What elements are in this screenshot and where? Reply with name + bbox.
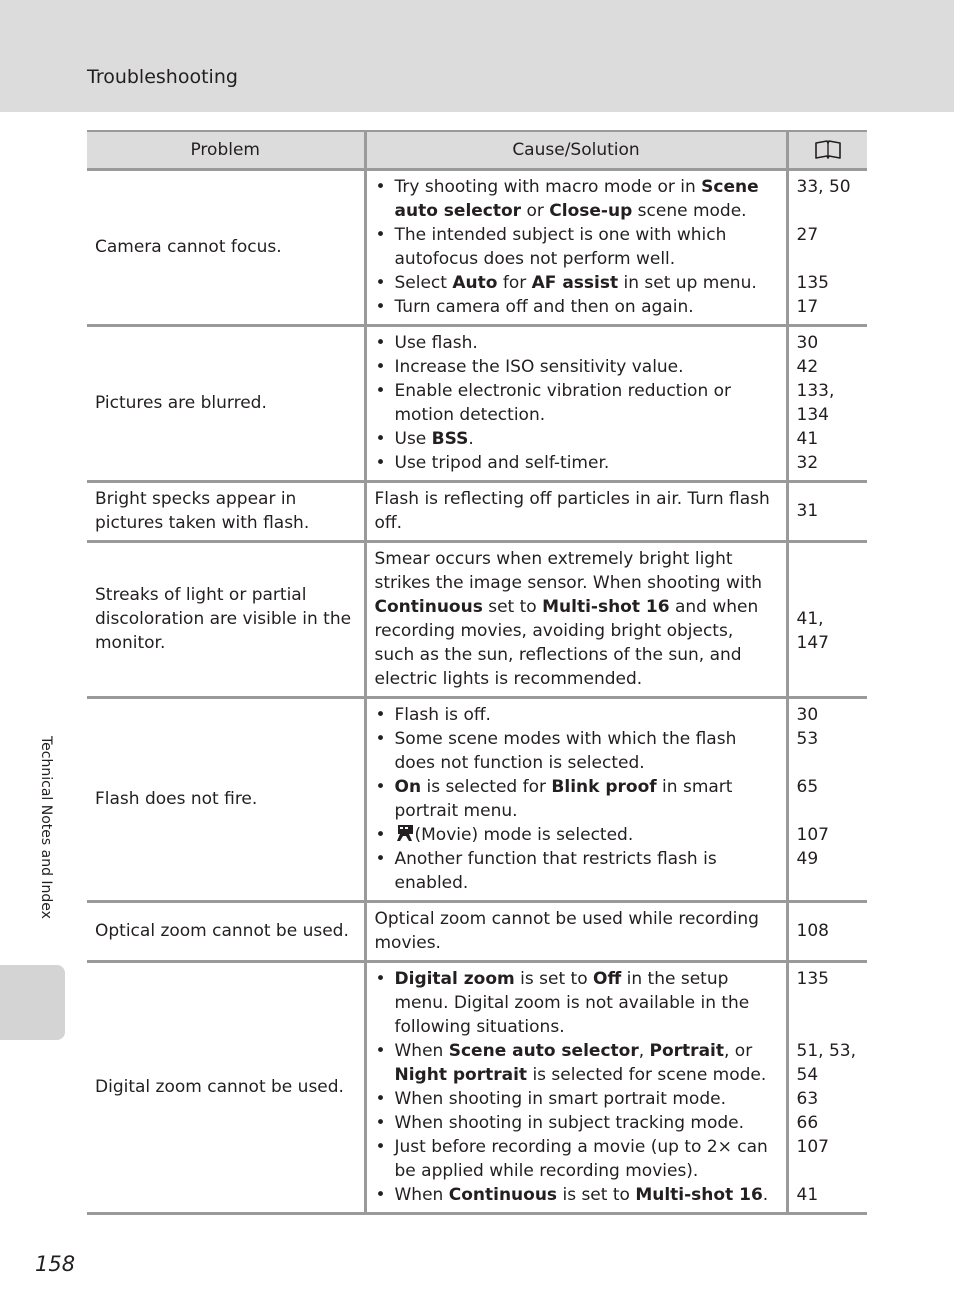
text-run: Use tripod and self-timer. (394, 453, 610, 473)
bold-term: Scene auto selector (394, 177, 759, 221)
page-reference: 17 (796, 297, 819, 317)
page-reference: 27 (796, 225, 819, 245)
list-item (375, 823, 778, 847)
list-item (375, 1039, 778, 1087)
solution-list (375, 967, 778, 1207)
text-run: Flash is off. (394, 705, 491, 725)
bold-term: Auto (452, 273, 498, 293)
page-reference: 54 (796, 1065, 819, 1085)
table-row (87, 170, 867, 326)
list-item (375, 331, 778, 355)
list-item (375, 847, 778, 895)
list-item (375, 271, 778, 295)
table-body (87, 170, 867, 1214)
page-reference: 53 (796, 729, 819, 749)
text-run: Turn camera off and then on again. (394, 297, 694, 317)
bold-term: Off (593, 969, 622, 989)
text-run: . (762, 1185, 769, 1205)
text-run: or (521, 201, 550, 221)
list-item (375, 355, 778, 379)
text-run: is selected for scene mode. (527, 1065, 767, 1085)
page-reference: 134 (796, 405, 829, 425)
solution-list (375, 175, 778, 319)
cause-solution-cell (365, 170, 787, 326)
movie-icon (395, 824, 415, 842)
text-run: is selected for (421, 777, 552, 797)
page-reference: 108 (796, 921, 829, 941)
list-item (375, 451, 778, 475)
table-row (87, 542, 867, 698)
section-title: Troubleshooting (87, 66, 238, 88)
text-run: Flash is reflecting off particles in air. Turn flash off. (374, 489, 770, 533)
column-header-problem: Problem (87, 131, 365, 170)
page-reference: 32 (796, 453, 819, 473)
problem-cell: Flash does not fire. (87, 698, 365, 902)
bold-term: Multi-shot 16 (635, 1185, 763, 1205)
bold-term: Close-up (549, 201, 633, 221)
text-run: is set to (557, 1185, 636, 1205)
reference-pages-cell (787, 170, 867, 326)
bold-term: AF assist (531, 273, 619, 293)
table-row (87, 962, 867, 1214)
text-run: , (638, 1041, 650, 1061)
page-reference: 133, (796, 381, 835, 401)
table-row (87, 326, 867, 482)
list-item (375, 775, 778, 823)
list-item (375, 727, 778, 775)
reference-pages-cell (787, 482, 867, 542)
list-item (375, 967, 778, 1039)
text-run: for (497, 273, 532, 293)
page-reference (797, 799, 860, 823)
text-run: Use flash. (394, 333, 478, 353)
page-reference: 41 (796, 1185, 819, 1205)
page-reference: 63 (796, 1089, 819, 1109)
cause-solution-cell (365, 326, 787, 482)
text-run: Just before recording a movie (up to 2× can be applied while recording movies). (394, 1137, 768, 1181)
bold-term: Continuous (448, 1185, 558, 1205)
problem-cell: Streaks of light or partial discoloration are visible in the monitor. (87, 542, 365, 698)
page-reference (797, 199, 860, 223)
text-run: in set up menu. (618, 273, 757, 293)
text-run: When shooting in smart portrait mode. (394, 1089, 726, 1109)
text-run: When shooting in subject tracking mode. (394, 1113, 745, 1133)
problem-cell: Optical zoom cannot be used. (87, 902, 365, 962)
reference-pages-cell (787, 698, 867, 902)
page-reference: 135 (796, 273, 829, 293)
cause-solution-cell (365, 698, 787, 902)
page-reference: 65 (796, 777, 819, 797)
cause-solution-cell (365, 962, 787, 1214)
bold-term: On (394, 777, 422, 797)
header-band (0, 0, 954, 112)
column-header-reference (787, 131, 867, 170)
bold-term: Blink proof (551, 777, 657, 797)
page-number: 158 (35, 1252, 76, 1276)
text-run: Use (394, 429, 432, 449)
page-reference (797, 1015, 860, 1039)
page-reference: 30 (796, 333, 819, 353)
text-run: (Movie) mode is selected. (414, 825, 634, 845)
cause-solution-cell (365, 482, 787, 542)
side-tab[interactable] (0, 965, 65, 1040)
problem-cell: Camera cannot focus. (87, 170, 365, 326)
page-reference: 42 (796, 357, 819, 377)
table-header-row (87, 131, 867, 170)
text-run: Smear occurs when extremely bright light strikes the image sensor. When shooting with (374, 549, 763, 593)
bold-term: Night portrait (394, 1065, 528, 1085)
text-run: in smart portrait menu. (394, 777, 733, 821)
page-reference: 51, 53, (796, 1041, 856, 1061)
text-run: . (468, 429, 474, 449)
text-run: Increase the ISO sensitivity value. (394, 357, 684, 377)
page-reference (797, 991, 860, 1015)
bold-term: Scene auto selector (448, 1041, 639, 1061)
bold-term: BSS (431, 429, 469, 449)
solution-list (375, 703, 778, 895)
text-run: Select (394, 273, 453, 293)
text-run: Another function that restricts flash is enabled. (394, 849, 717, 893)
page-reference: 135 (796, 969, 829, 989)
text-run: , or (724, 1041, 753, 1061)
page-reference: 41 (796, 429, 819, 449)
text-run: Optical zoom cannot be used while recording movies. (374, 909, 759, 953)
list-item (375, 703, 778, 727)
table-row (87, 698, 867, 902)
troubleshooting-table (87, 130, 867, 1215)
book-icon (814, 140, 842, 160)
side-tab-label: Technical Notes and Index (38, 736, 54, 919)
table-row (87, 902, 867, 962)
bold-term: Digital zoom (394, 969, 515, 989)
page-reference: 107 (796, 1137, 829, 1157)
text-run: The intended subject is one with which autofocus does not perform well. (394, 225, 727, 269)
list-item (375, 427, 778, 451)
cause-solution-cell (365, 902, 787, 962)
reference-pages-cell (787, 902, 867, 962)
page-reference: 31 (796, 501, 819, 521)
problem-cell: Bright specks appear in pictures taken with flash. (87, 482, 365, 542)
cause-solution-cell (365, 542, 787, 698)
text-run: in the setup menu. Digital zoom is not available in the following situations. (394, 969, 750, 1037)
reference-pages-cell (787, 542, 867, 698)
page-reference (797, 1159, 860, 1183)
reference-pages-cell (787, 962, 867, 1214)
text-run: Try shooting with macro mode or in (394, 177, 702, 197)
column-header-cause-solution: Cause/Solution (365, 131, 787, 170)
problem-cell: Digital zoom cannot be used. (87, 962, 365, 1214)
page-reference: 30 (796, 705, 819, 725)
solution-list (375, 331, 778, 475)
list-item (375, 1111, 778, 1135)
text-run: scene mode. (632, 201, 747, 221)
page-reference: 66 (796, 1113, 819, 1133)
list-item (375, 223, 778, 271)
text-run: is set to (514, 969, 593, 989)
list-item (375, 1183, 778, 1207)
text-run: set to (482, 597, 543, 617)
text-run: When (394, 1185, 449, 1205)
list-item (375, 379, 778, 427)
text-run: Some scene modes with which the flash does not function is selected. (394, 729, 737, 773)
page-reference (797, 247, 860, 271)
page-reference: 41, 147 (796, 609, 829, 653)
problem-cell: Pictures are blurred. (87, 326, 365, 482)
list-item (375, 1087, 778, 1111)
list-item (375, 1135, 778, 1183)
page-reference: 49 (796, 849, 819, 869)
table-row (87, 482, 867, 542)
bold-term: Multi-shot 16 (542, 597, 670, 617)
reference-pages-cell (787, 326, 867, 482)
page-reference (797, 751, 860, 775)
text-run: Enable electronic vibration reduction or motion detection. (394, 381, 732, 425)
bold-term: Continuous (374, 597, 483, 617)
list-item (375, 295, 778, 319)
bold-term: Portrait (649, 1041, 724, 1061)
list-item (375, 175, 778, 223)
text-run: When (394, 1041, 449, 1061)
page-reference: 33, 50 (796, 177, 851, 197)
page-reference: 107 (796, 825, 829, 845)
text-run: and when recording movies, avoiding bright objects, such as the sun, reflections of the sun, and electric lights is recommended. (374, 597, 759, 689)
